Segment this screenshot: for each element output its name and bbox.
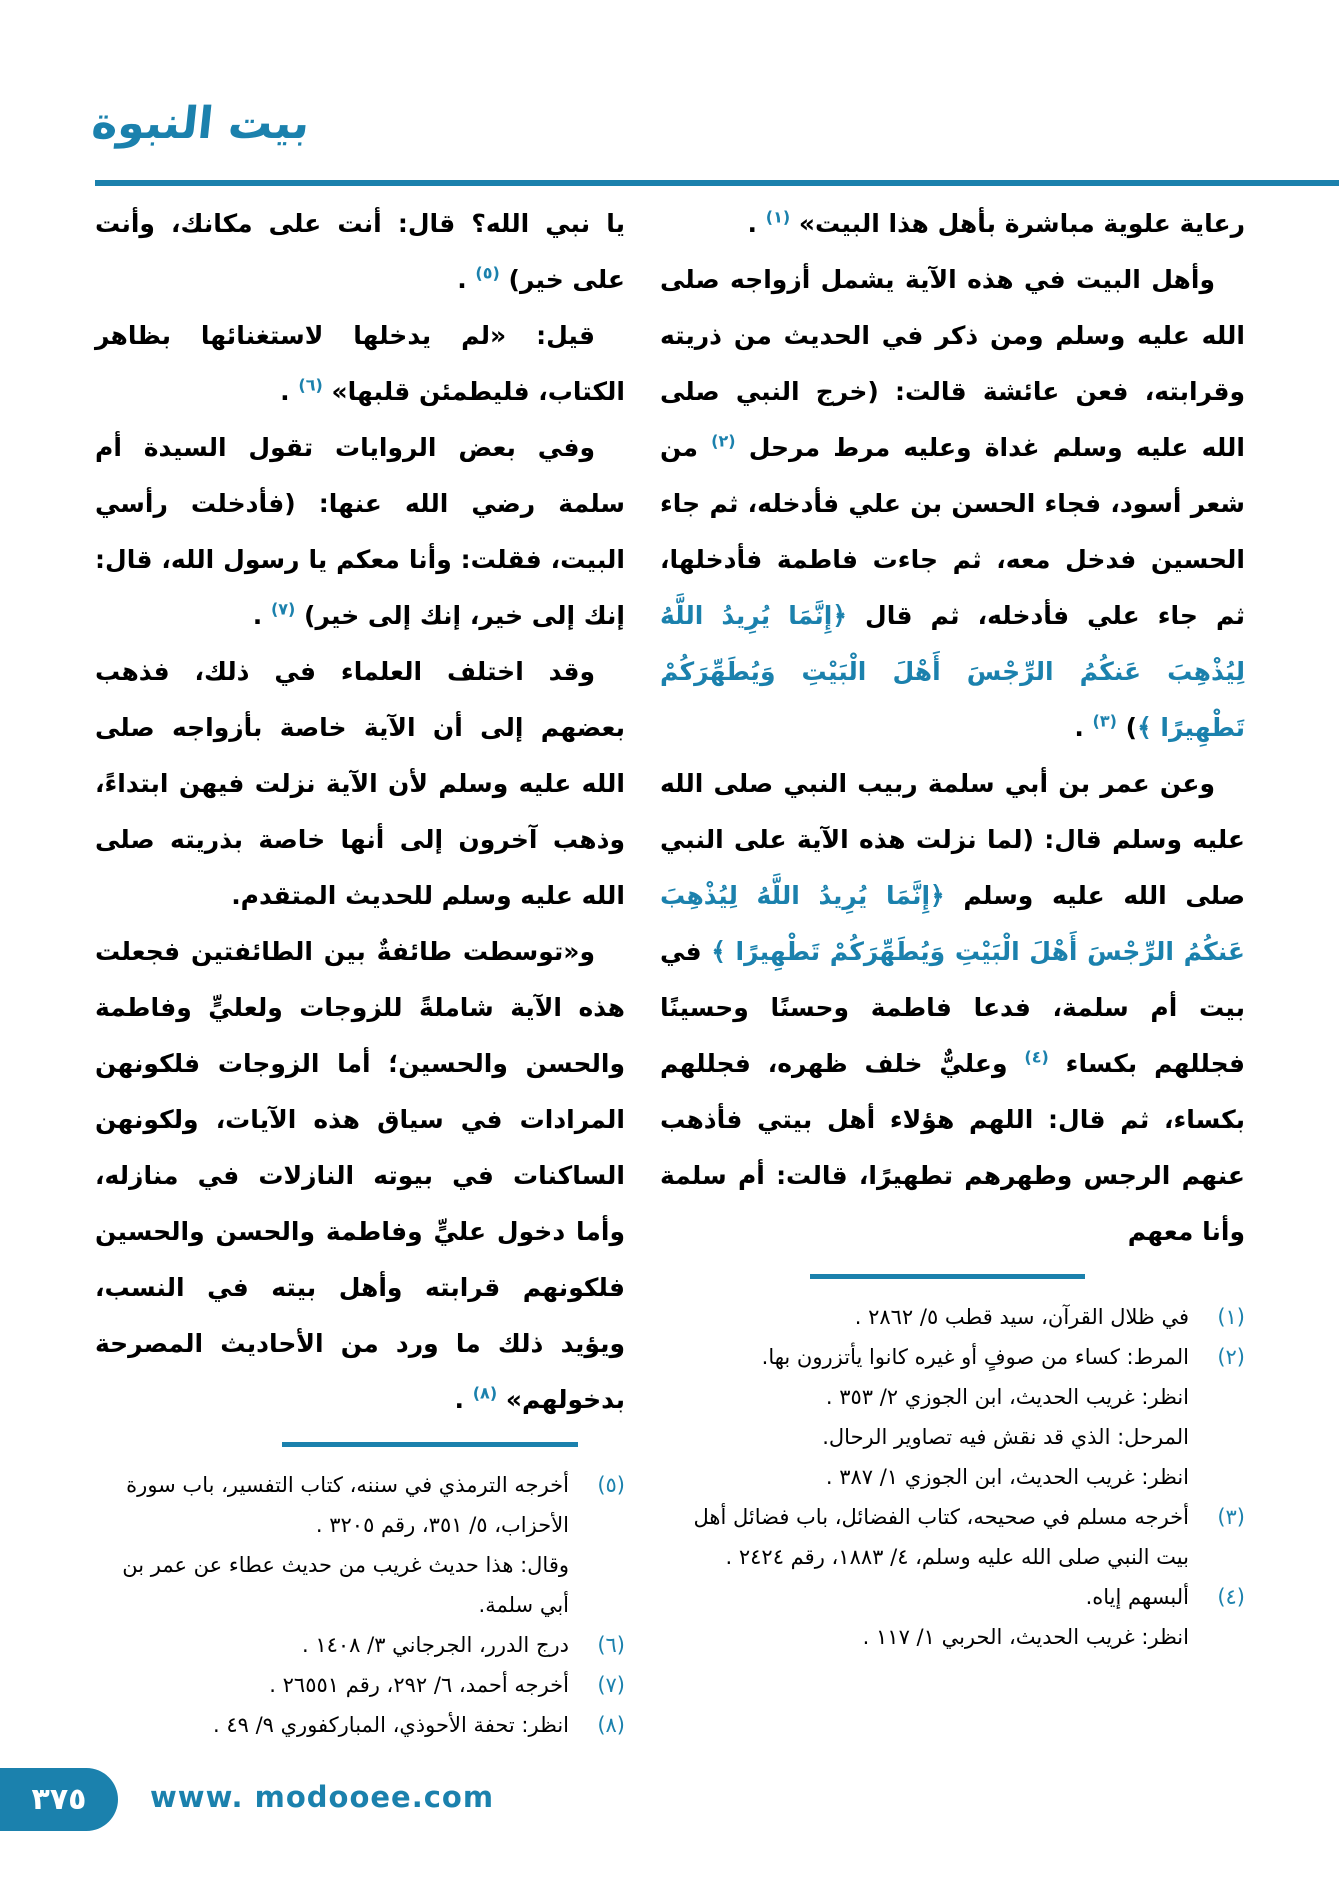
footnote-marker: (٨) <box>597 1713 625 1737</box>
footnote-line: أخرجه أحمد، ٦/ ٢٩٢، رقم ٢٦٥٥١ . <box>269 1673 569 1697</box>
footnote-line: وقال: هذا حديث غريب من حديث عطاء عن عمر بن أبي سلمة. <box>122 1553 569 1617</box>
footnote-marker: (٥) <box>597 1473 625 1497</box>
body-text: . <box>457 265 476 294</box>
header-rule <box>95 180 1339 186</box>
quran-verse: ﴿إِنَّمَا يُرِيدُ اللَّهُ لِيُذْهِبَ عَنكُمُ الرِّجْسَ أَهْلَ الْبَيْتِ وَيُطَهِّرَكُمْ تَطْهِيرًا ﴾ <box>660 881 1245 966</box>
footnote-ref: (٤) <box>1024 1047 1049 1067</box>
paragraph <box>660 756 1245 1260</box>
footnote-separator <box>810 1274 1085 1279</box>
footnote-ref: (٢) <box>711 431 736 451</box>
footnote-ref: (٧) <box>270 599 296 619</box>
footnote-text <box>95 1465 569 1625</box>
quran-verse: ﴿إِنَّمَا يُرِيدُ اللَّهُ لِيُذْهِبَ عَنكُمُ الرِّجْسَ أَهْلَ الْبَيْتِ وَيُطَهِّرَكُمْ تَطْهِيرًا ﴾ <box>660 601 1245 742</box>
body-text: وفي بعض الروايات تقول السيدة أم سلمة رضي الله عنها: (فأدخلت رأسي البيت، فقلت: وأنا معكم يا رسول الله، قال: إنك إلى خير، إنك إلى خير) <box>95 433 625 630</box>
body-text: وأهل البيت في هذه الآية يشمل أزواجه صلى الله عليه وسلم ومن ذكر في الحديث من ذريته وقرابته، فعن عائشة قالت: (خرج النبي صلى الله عليه وسلم غداة وعليه مرط مرحل <box>660 265 1245 462</box>
body-text: . <box>454 1385 473 1414</box>
footnote-ref: (٥) <box>475 263 500 283</box>
body-text: . <box>1074 713 1093 742</box>
right-footnotes <box>660 1297 1245 1657</box>
footnote-text <box>660 1297 1189 1337</box>
footnote-marker: (١) <box>1217 1305 1245 1329</box>
body-text: ) <box>1116 713 1138 742</box>
footnote-text <box>660 1577 1189 1657</box>
footnote <box>95 1625 625 1665</box>
right-column <box>660 196 1245 1745</box>
right-paragraphs <box>660 196 1245 1260</box>
footnote <box>660 1337 1245 1497</box>
footnote-line: انظر: غريب الحديث، ابن الجوزي ١/ ٣٨٧ . <box>825 1465 1189 1489</box>
footnote-text <box>95 1705 569 1745</box>
body-text: . <box>747 209 766 238</box>
footnote-ref: (٨) <box>472 1383 498 1403</box>
body-text: وعليٌّ خلف ظهره، فجللهم بكساء، ثم قال: اللهم هؤلاء أهل بيتي فأذهب عنهم الرجس وطهرهم تطهيرًا، قالت: أم سلمة وأنا معهم <box>660 1049 1245 1246</box>
footnote-marker: (٣) <box>1217 1505 1245 1529</box>
website-url: www. modooee.com <box>150 1780 495 1814</box>
body-text: يا نبي الله؟ قال: أنت على مكانك، وأنت على خير) <box>95 209 625 294</box>
footnote-line: انظر: غريب الحديث، الحربي ١/ ١١٧ . <box>862 1625 1189 1649</box>
footnote-text <box>660 1337 1189 1497</box>
book-logo: بيت النبوة <box>89 98 313 149</box>
footnote-text <box>95 1625 569 1665</box>
body-text: في بيت أم سلمة، فدعا فاطمة وحسنًا وحسينًا فجللهم بكساء <box>660 937 1245 1078</box>
paragraph <box>95 308 625 420</box>
body-text: وعن عمر بن أبي سلمة ربيب النبي صلى الله عليه وسلم قال: (لما نزلت هذه الآية على النبي صلى الله عليه وسلم <box>660 769 1245 910</box>
footnote-ref: (٦) <box>298 375 323 395</box>
footnote-separator <box>282 1442 578 1447</box>
footnote-line: درج الدرر، الجرجاني ٣/ ١٤٠٨ . <box>301 1633 569 1657</box>
body-text: من شعر أسود، فجاء الحسن بن علي فأدخله، ثم جاء الحسين فدخل معه، ثم جاءت فاطمة فأدخلها، ثم جاء علي فأدخله، ثم قال <box>660 433 1245 630</box>
paragraph <box>95 420 625 644</box>
footnote-line: المرط: كساء من صوفٍ أو غيره كانوا يأتزرون بها. <box>761 1345 1189 1369</box>
left-footnotes <box>95 1465 625 1745</box>
paragraph <box>660 196 1245 252</box>
footnote <box>95 1705 625 1745</box>
footnote-line: انظر: غريب الحديث، ابن الجوزي ٢/ ٣٥٣ . <box>825 1385 1189 1409</box>
footnote-marker: (٢) <box>1217 1345 1245 1369</box>
footnote-line: المرحل: الذي قد نقش فيه تصاوير الرحال. <box>822 1425 1189 1449</box>
footnote-marker: (٤) <box>1217 1585 1245 1609</box>
footnote <box>95 1465 625 1625</box>
footnote-marker: (٧) <box>597 1673 625 1697</box>
paragraph <box>95 196 625 308</box>
body-text: و«توسطت طائفةٌ بين الطائفتين فجعلت هذه الآية شاملةً للزوجات ولعليٍّ وفاطمة والحسن والحسين؛ أما الزوجات فلكونهن المرادات في سياق هذه الآيات، ولكونهن الساكنات في بيوته النازلات في منازله، وأما دخول عليٍّ وفاطمة والحسن والحسين فلكونهم قرابته وأهل بيته في النسب، ويؤيد ذلك ما ورد من الأحاديث المصرحة بدخولهم» <box>95 937 625 1414</box>
body-text: رعاية علوية مباشرة بأهل هذا البيت» <box>790 209 1245 238</box>
body-text: وقد اختلف العلماء في ذلك، فذهب بعضهم إلى أن الآية خاصة بأزواجه صلى الله عليه وسلم لأن الآية نزلت فيهن ابتداءً، وذهب آخرون إلى أنها خاصة بذريته صلى الله عليه وسلم للحديث المتقدم. <box>95 657 625 910</box>
footnote-line: ألبسهم إياه. <box>1085 1585 1189 1609</box>
footnote <box>660 1497 1245 1577</box>
paragraph <box>95 644 625 924</box>
page-number-badge <box>0 1768 118 1831</box>
left-column <box>95 196 625 1745</box>
footnote <box>660 1297 1245 1337</box>
footnote-text <box>95 1665 569 1705</box>
footnote-line: في ظلال القرآن، سيد قطب ٥/ ٢٨٦٢ . <box>854 1305 1189 1329</box>
paragraph <box>660 252 1245 756</box>
footnote-line: أخرجه مسلم في صحيحه، كتاب الفضائل، باب فضائل أهل بيت النبي صلى الله عليه وسلم، ٤/ ١٨٨٣، رقم ٢٤٢٤ . <box>693 1505 1189 1569</box>
footnote-marker: (٦) <box>597 1633 625 1657</box>
page-content <box>95 196 1245 1745</box>
footnote <box>95 1665 625 1705</box>
footnote-ref: (١) <box>765 207 791 227</box>
body-text: . <box>280 377 299 406</box>
footnote-ref: (٣) <box>1092 711 1117 731</box>
paragraph <box>95 924 625 1428</box>
page-number: ٣٧٥ <box>31 1782 87 1817</box>
footnote-line: انظر: تحفة الأحوذي، المباركفوري ٩/ ٤٩ . <box>212 1713 569 1737</box>
body-text: قيل: «لم يدخلها لاستغنائها بظاهر الكتاب، فليطمئن قلبها» <box>95 321 625 406</box>
left-paragraphs <box>95 196 625 1428</box>
footnote <box>660 1577 1245 1657</box>
body-text: . <box>252 601 271 630</box>
footnote-line: أخرجه الترمذي في سننه، كتاب التفسير، باب سورة الأحزاب، ٥/ ٣٥١، رقم ٣٢٠٥ . <box>126 1473 569 1537</box>
footnote-text <box>660 1497 1189 1577</box>
